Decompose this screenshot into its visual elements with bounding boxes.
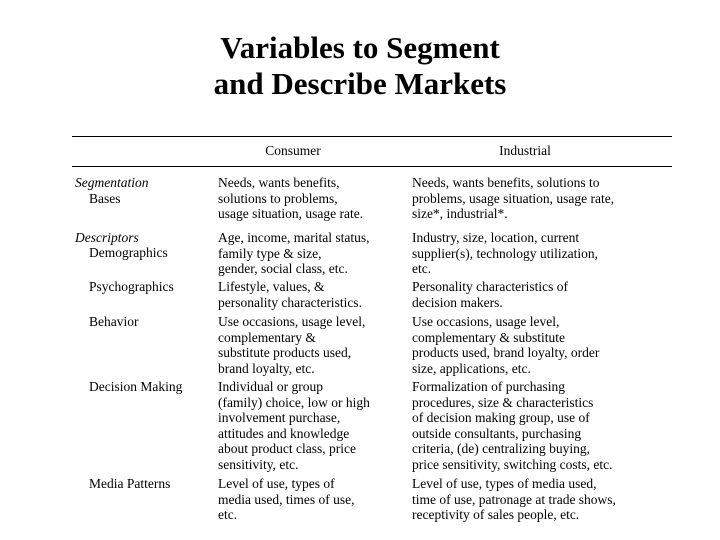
row-label-decision-making: Decision Making [89, 379, 183, 394]
cell-line: Use occasions, usage level, [412, 314, 560, 329]
cell-line: Individual or group [218, 379, 323, 394]
cell-line: size*, industrial*. [412, 206, 508, 222]
segmentation-label-cell [75, 175, 149, 206]
cell-line: Needs, wants benefits, [218, 175, 340, 190]
title-line-2: and Describe Markets [213, 66, 507, 101]
cell-line: etc. [412, 261, 432, 277]
cell-line: Formalization of purchasing [412, 379, 565, 394]
row-label-demographics: Demographics [89, 245, 168, 260]
cell-line: size, applications, etc. [412, 360, 531, 376]
slide-title [0, 30, 720, 102]
cell-line: attitudes and knowledge [218, 425, 350, 441]
cell-line: Level of use, types of media used, [412, 476, 597, 491]
cell-line: problems, usage situation, usage rate, [412, 190, 615, 206]
cell-line: outside consultants, purchasing [412, 425, 582, 441]
column-header-industrial: Industrial [499, 143, 551, 158]
cell-line: Lifestyle, values, & [218, 279, 325, 294]
cell-line: family type & size, [218, 245, 322, 261]
cell-line: substitute products used, [218, 345, 352, 361]
cell-line: of decision making group, use of [412, 410, 590, 426]
cell-line: about product class, price [218, 441, 356, 457]
cell-line: usage situation, usage rate. [218, 206, 364, 222]
demographics-consumer-cell [218, 230, 369, 277]
row-label-behavior: Behavior [89, 314, 139, 329]
cell-line: solutions to problems, [218, 190, 338, 206]
column-header-consumer: Consumer [265, 143, 321, 158]
psychographics-industrial-cell [412, 279, 568, 310]
title-line-1: Variables to Segment [220, 30, 500, 65]
table-top-rule [72, 136, 672, 137]
segmentation-consumer-cell [218, 175, 363, 222]
cell-line: Needs, wants benefits, solutions to [412, 175, 600, 190]
media-patterns-industrial-cell [412, 476, 616, 523]
cell-line: supplier(s), technology utilization, [412, 245, 598, 261]
psychographics-consumer-cell [218, 279, 362, 310]
cell-line: involvement purchase, [218, 410, 341, 426]
cell-line: receptivity of sales people, etc. [412, 507, 580, 523]
cell-line: price sensitivity, switching costs, etc. [412, 456, 613, 472]
cell-line: products used, brand loyalty, order [412, 345, 600, 361]
decision-making-consumer-cell [218, 379, 370, 473]
cell-line: media used, times of use, [218, 491, 355, 507]
segmentation-group-label: Segmentation [75, 175, 149, 190]
cell-line: etc. [218, 507, 238, 523]
cell-line: Industry, size, location, current [412, 230, 580, 245]
header-bottom-rule [72, 166, 672, 167]
behavior-industrial-cell [412, 314, 599, 376]
segmentation-industrial-cell [412, 175, 614, 222]
cell-line: procedures, size & characteristics [412, 394, 594, 410]
cell-line: Personality characteristics of [412, 279, 568, 294]
row-label-media-patterns: Media Patterns [89, 476, 171, 491]
cell-line: brand loyalty, etc. [218, 360, 315, 376]
row-label-psychographics: Psychographics [89, 279, 174, 294]
cell-line: personality characteristics. [218, 294, 362, 310]
cell-line: sensitivity, etc. [218, 456, 299, 472]
cell-line: decision makers. [412, 294, 503, 310]
cell-line: time of use, patronage at trade shows, [412, 491, 616, 507]
cell-line: complementary & substitute [412, 329, 565, 345]
cell-line: Age, income, marital status, [218, 230, 370, 245]
bases-label: Bases [89, 190, 121, 206]
cell-line: (family) choice, low or high [218, 394, 370, 410]
behavior-consumer-cell [218, 314, 365, 376]
descriptors-group-label: Descriptors [75, 230, 139, 245]
cell-line: gender, social class, etc. [218, 261, 348, 277]
media-patterns-consumer-cell [218, 476, 354, 523]
decision-making-industrial-cell [412, 379, 612, 473]
cell-line: complementary & [218, 329, 316, 345]
demographics-industrial-cell [412, 230, 598, 277]
cell-line: Level of use, types of [218, 476, 335, 491]
cell-line: criteria, (de) centralizing buying, [412, 441, 591, 457]
cell-line: Use occasions, usage level, [218, 314, 366, 329]
